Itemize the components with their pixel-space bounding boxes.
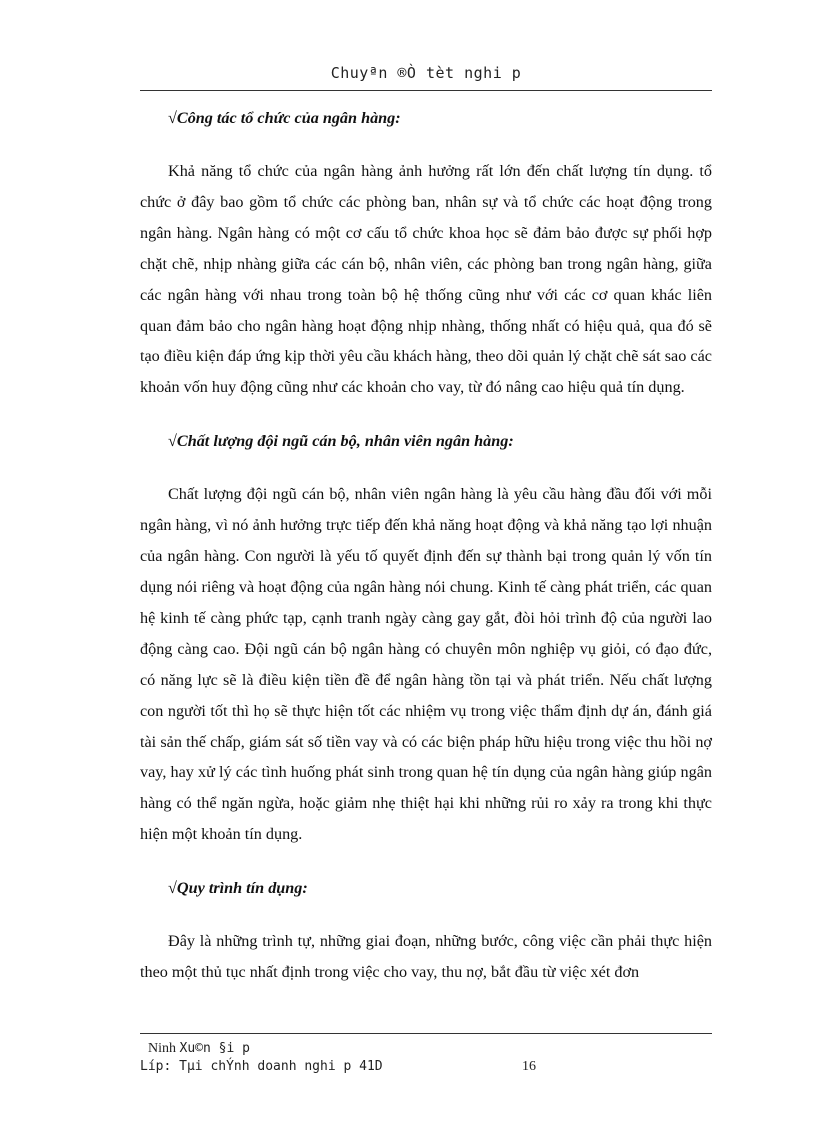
check-mark-icon: √ <box>168 879 177 898</box>
check-mark-icon: √ <box>168 109 177 127</box>
section-heading-credit-process <box>168 870 712 906</box>
section-heading-text: Chất lượng đội ngũ cán bộ, nhân viên ngân hàng: <box>176 432 514 451</box>
running-header: Chuyªn ®Ò tèt nghi p <box>330 64 522 82</box>
check-mark-icon: √ <box>168 432 177 451</box>
paragraph-staff-quality: Chất lượng đội ngũ cán bộ, nhân viên ngân hàng là yêu cầu hàng đầu đối với mỗi ngân hàng, vì nó ảnh hưởng trực tiếp đến khả năng hoạt động và khả năng tạo lợi nhuận của ngân hàng. Con người là yếu tố quyết định đến sự thành bại trong quản lý vốn tín dụng nói riêng và hoạt động của ngân hàng nói chung. Kinh tế càng phát triển, các quan hệ kinh tế càng phức tạp, cạnh tranh ngày càng gay gắt, đòi hỏi trình độ của người lao động càng cao. Đội ngũ cán bộ ngân hàng có chuyên môn nghiệp vụ giỏi, có đạo đức, có năng lực sẽ là điều kiện tiền đề để ngân hàng tồn tại và phát triển. Nếu chất lượng con người tốt thì họ sẽ thực hiện tốt các nhiệm vụ trong việc thẩm định dự án, đánh giá tài sản thế chấp, giám sát số tiền vay và có các biện pháp hữu hiệu trong việc thu hồi nợ vay, hay xử lý các tình huống phát sinh trong quan hệ tín dụng của ngân hàng giúp ngân hàng có thể ngăn ngừa, hoặc giảm nhẹ thiệt hại khi những rủi ro xảy ra trong khi thực hiện một khoản tín dụng. <box>140 485 712 844</box>
section-heading-staff-quality <box>168 423 712 459</box>
footer-author-first: Ninh <box>148 1041 176 1056</box>
paragraph-credit-process: Đây là những trình tự, những giai đoạn, những bước, công việc cần phải thực hiện theo một thủ tục nhất định trong việc cho vay, thu nợ, bắt đầu từ việc xét đơn <box>140 932 712 982</box>
page-number: 16 <box>522 1059 536 1074</box>
section-heading-organization <box>168 100 712 136</box>
page-body <box>140 100 712 988</box>
footer-divider <box>140 1033 712 1034</box>
section-heading-text: Quy trình tín dụng: <box>176 879 308 898</box>
section-heading-text: Công tác tổ chức của ngân hàng: <box>176 109 401 127</box>
header-divider <box>140 90 712 91</box>
footer-author <box>148 1041 250 1057</box>
footer-class-line: Líp: Tµi chÝnh doanh nghi p 41D <box>140 1059 383 1074</box>
paragraph-organization: Khả năng tổ chức của ngân hàng ảnh hưởng rất lớn đến chất lượng tín dụng. tổ chức ở đây bao gồm tổ chức các phòng ban, nhân sự và tổ chức các hoạt động trong ngân hàng. Ngân hàng có một cơ cấu tổ chức khoa học sẽ đảm bảo được sự phối hợp chặt chẽ, nhịp nhàng giữa các cán bộ, nhân viên, các phòng ban trong ngân hàng, giữa các ngân hàng với nhau trong toàn bộ hệ thống cũng như với các cơ quan khác liên quan đảm bảo cho ngân hàng hoạt động nhịp nhàng, thống nhất có hiệu quả, qua đó sẽ tạo điều kiện đáp ứng kịp thời yêu cầu khách hàng, theo dõi quản lý chặt chẽ sát sao các khoản vốn huy động cũng như các khoản cho vay, từ đó nâng cao hiệu quả tín dụng. <box>140 162 712 397</box>
footer-author-rest: Xu©n §i p <box>179 1041 250 1056</box>
